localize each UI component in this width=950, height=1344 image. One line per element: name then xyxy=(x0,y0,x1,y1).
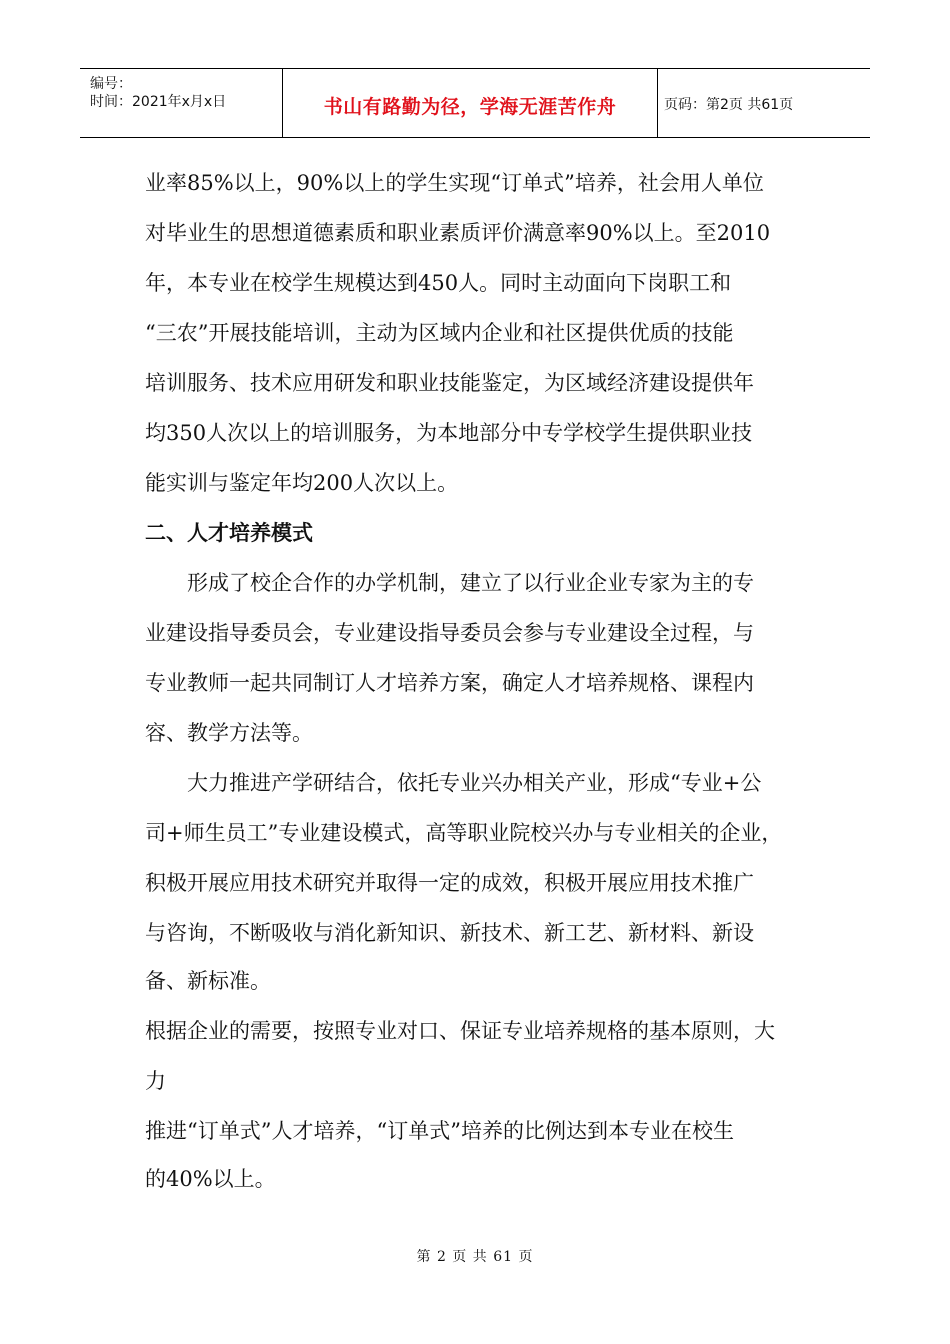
body-line: 大力推进产学研结合，依托专业兴办相关产业，形成“专业+公 xyxy=(145,771,762,795)
body-line: 根据企业的需要，按照专业对口、保证专业培养规格的基本原则，大 xyxy=(145,1019,775,1043)
document-date-label: 时间：2021年x月x日 xyxy=(90,94,227,110)
body-line: 备、新标准。 xyxy=(145,969,271,993)
body-line: “三农”开展技能培训，主动为区域内企业和社区提供优质的技能 xyxy=(145,321,734,345)
header-meta-cell xyxy=(80,69,282,137)
page-footer: 第 2 页 共 61 页 xyxy=(416,1249,534,1265)
body-line: 专业教师一起共同制订人才培养方案，确定人才培养规格、课程内 xyxy=(145,671,754,695)
body-line: 司+师生员工”专业建设模式，高等职业院校兴办与专业相关的企业， xyxy=(145,821,783,845)
body-line: 培训服务、技术应用研发和职业技能鉴定，为区域经济建设提供年 xyxy=(145,371,754,395)
body-line: 对毕业生的思想道德素质和职业素质评价满意率90%以上。至2010 xyxy=(145,221,771,245)
body-line: 力 xyxy=(145,1069,166,1093)
header-motto-cell xyxy=(282,69,658,137)
body-line: 年，本专业在校学生规模达到450人。同时主动面向下岗职工和 xyxy=(145,271,732,295)
body-line: 能实训与鉴定年均200人次以上。 xyxy=(145,471,459,495)
body-line: 业率85%以上，90%以上的学生实现“订单式”培养，社会用人单位 xyxy=(145,171,764,195)
body-line: 推进“订单式”人才培养，“订单式”培养的比例达到本专业在校生 xyxy=(145,1119,734,1143)
body-line: 与咨询，不断吸收与消化新知识、新技术、新工艺、新材料、新设 xyxy=(145,921,754,945)
header-page-cell xyxy=(658,69,870,137)
section-heading: 二、人才培养模式 xyxy=(145,521,313,545)
header-page-info: 页码：第2页 共61页 xyxy=(664,97,794,113)
page-header xyxy=(80,68,870,138)
body-line: 的40%以上。 xyxy=(145,1167,276,1191)
body-line: 积极开展应用技术研究并取得一定的成效，积极开展应用技术推广 xyxy=(145,871,754,895)
body-line: 业建设指导委员会，专业建设指导委员会参与专业建设全过程，与 xyxy=(145,621,754,645)
body-line: 形成了校企合作的办学机制，建立了以行业企业专家为主的专 xyxy=(145,571,754,595)
body-line: 均350人次以上的培训服务，为本地部分中专学校学生提供职业技 xyxy=(145,421,753,445)
header-motto: 书山有路勤为径，学海无涯苦作舟 xyxy=(323,96,617,118)
body-line: 容、教学方法等。 xyxy=(145,721,313,745)
document-number-label: 编号： xyxy=(90,76,132,92)
